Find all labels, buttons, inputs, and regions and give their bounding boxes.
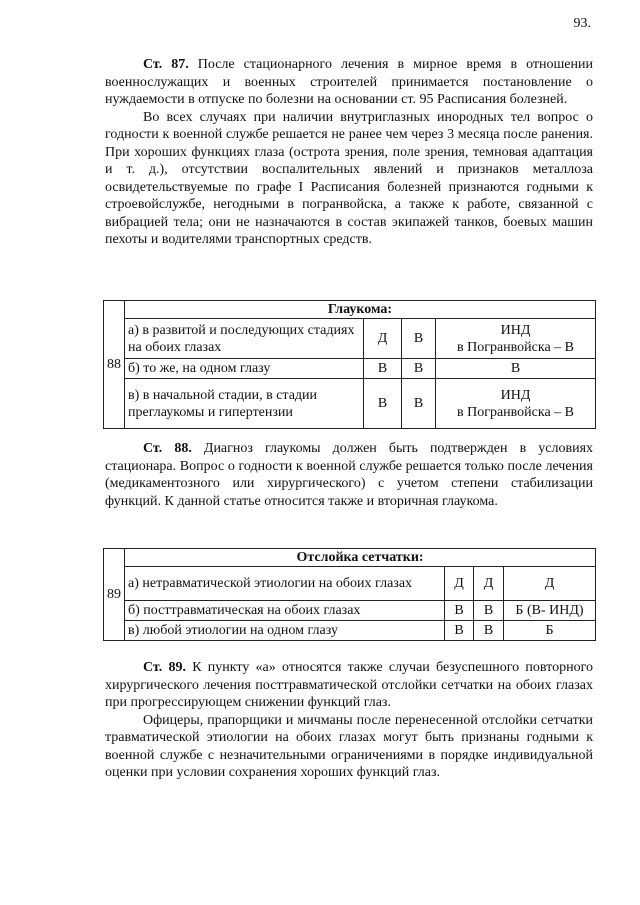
article-88-text-1: Диагноз глаукомы должен быть подтвержден в условиях стационара. Вопрос о годности к военной службе решается только после лечения (медикаментозного или хирургического) с учетом степени стабилизации функций. К данной статье относится также и вторичная глаукома. (105, 441, 594, 509)
table-cell: В (445, 621, 474, 641)
table-row-desc: б) посттравматическая на обоих глазах (125, 601, 445, 621)
article-89-label: Ст. 89. (143, 660, 186, 675)
glaucoma-heading: Глаукома: (125, 301, 596, 319)
table-cell-line-1: ИНД (500, 322, 531, 338)
article-87-text (105, 56, 593, 249)
article-89-text-1: К пункту «а» относятся также случаи безуспешного повторного хирургического лечения посттравматической отслойки сетчатки на обоих глазах при прогрессирующем снижении функций глаз. (105, 660, 593, 710)
retinal-detachment-heading: Отслойка сетчатки: (125, 549, 596, 567)
table-cell: В (474, 601, 504, 621)
table-cell: Б (В- ИНД) (504, 601, 596, 621)
article-87-paragraph-1 (105, 56, 593, 109)
table-cell (436, 379, 596, 429)
table-cell: В (364, 359, 402, 379)
table-cell: Д (504, 567, 596, 601)
table-row-desc: а) нетравматической этиологии на обоих глазах (125, 567, 445, 601)
article-87-paragraph-2: Во всех случаях при наличии внутриглазных инородных тел вопрос о годности к военной службе решается не ранее чем через 3 месяца после ранения. При хороших функциях глаза (острота зрения, поле зрения, темновая адаптация и т. д.), отсутствии воспалительных явлений и признаков металлоза освидетельствуемые по графе I Расписания болезней признаются годными к строевойслужбе, негодными в погранвойска, а также к работе, связанной с вибрацией тела; они не назначаются в состав экипажей танков, боевых машин пехоты и водителями транспортных средств. (105, 109, 593, 247)
table-cell: В (445, 601, 474, 621)
page-number: 93. (573, 16, 591, 31)
table-row-desc: в) в начальной стадии, в стадии преглаукомы и гипертензии (125, 379, 364, 429)
table-cell: В (402, 379, 436, 429)
article-88-text (105, 440, 593, 510)
table-cell: В (402, 359, 436, 379)
article-number-88: 88 (104, 301, 125, 429)
article-number-89: 89 (104, 549, 125, 641)
article-88-paragraph-1 (105, 440, 593, 510)
table-row-desc: б) то же, на одном глазу (125, 359, 364, 379)
table-row-desc: в) любой этиологии на одном глазу (125, 621, 445, 641)
table-cell-line-1: ИНД (500, 387, 531, 403)
table-cell: Д (445, 567, 474, 601)
article-89-paragraph-2: Офицеры, прапорщики и мичманы после перенесенной отслойки сетчатки травматической этиологии на обоих глазах могут быть признаны годными к военной службе с незначительными ограничениями в порядке индивидуальной оценки при условии сохранения хороших функций глаз. (105, 712, 593, 780)
table-cell: В (436, 359, 596, 379)
table-cell (436, 319, 596, 359)
article-88-label: Ст. 88. (143, 441, 192, 456)
table-row-desc: а) в развитой и последующих стадиях на обоих глазах (125, 319, 364, 359)
table-cell: Д (474, 567, 504, 601)
table-cell-line-2: в Погранвойска – В (456, 404, 575, 420)
table-cell: В (474, 621, 504, 641)
table-cell: В (402, 319, 436, 359)
article-89-text (105, 659, 593, 782)
article-87-label: Ст. 87. (143, 57, 189, 72)
retinal-detachment-table (103, 548, 596, 641)
table-cell: Б (504, 621, 596, 641)
glaucoma-table (103, 300, 596, 429)
table-cell-line-2: в Погранвойска – В (456, 339, 575, 355)
article-89-paragraph-1 (105, 659, 593, 712)
article-87-text-1: После стационарного лечения в мирное время в отношении военнослужащих и военных строителей принимается постановление о нуждаемости в отпуске по болезни на основании ст. 95 Расписания болезней. (105, 57, 594, 107)
table-cell: Д (364, 319, 402, 359)
table-cell: В (364, 379, 402, 429)
